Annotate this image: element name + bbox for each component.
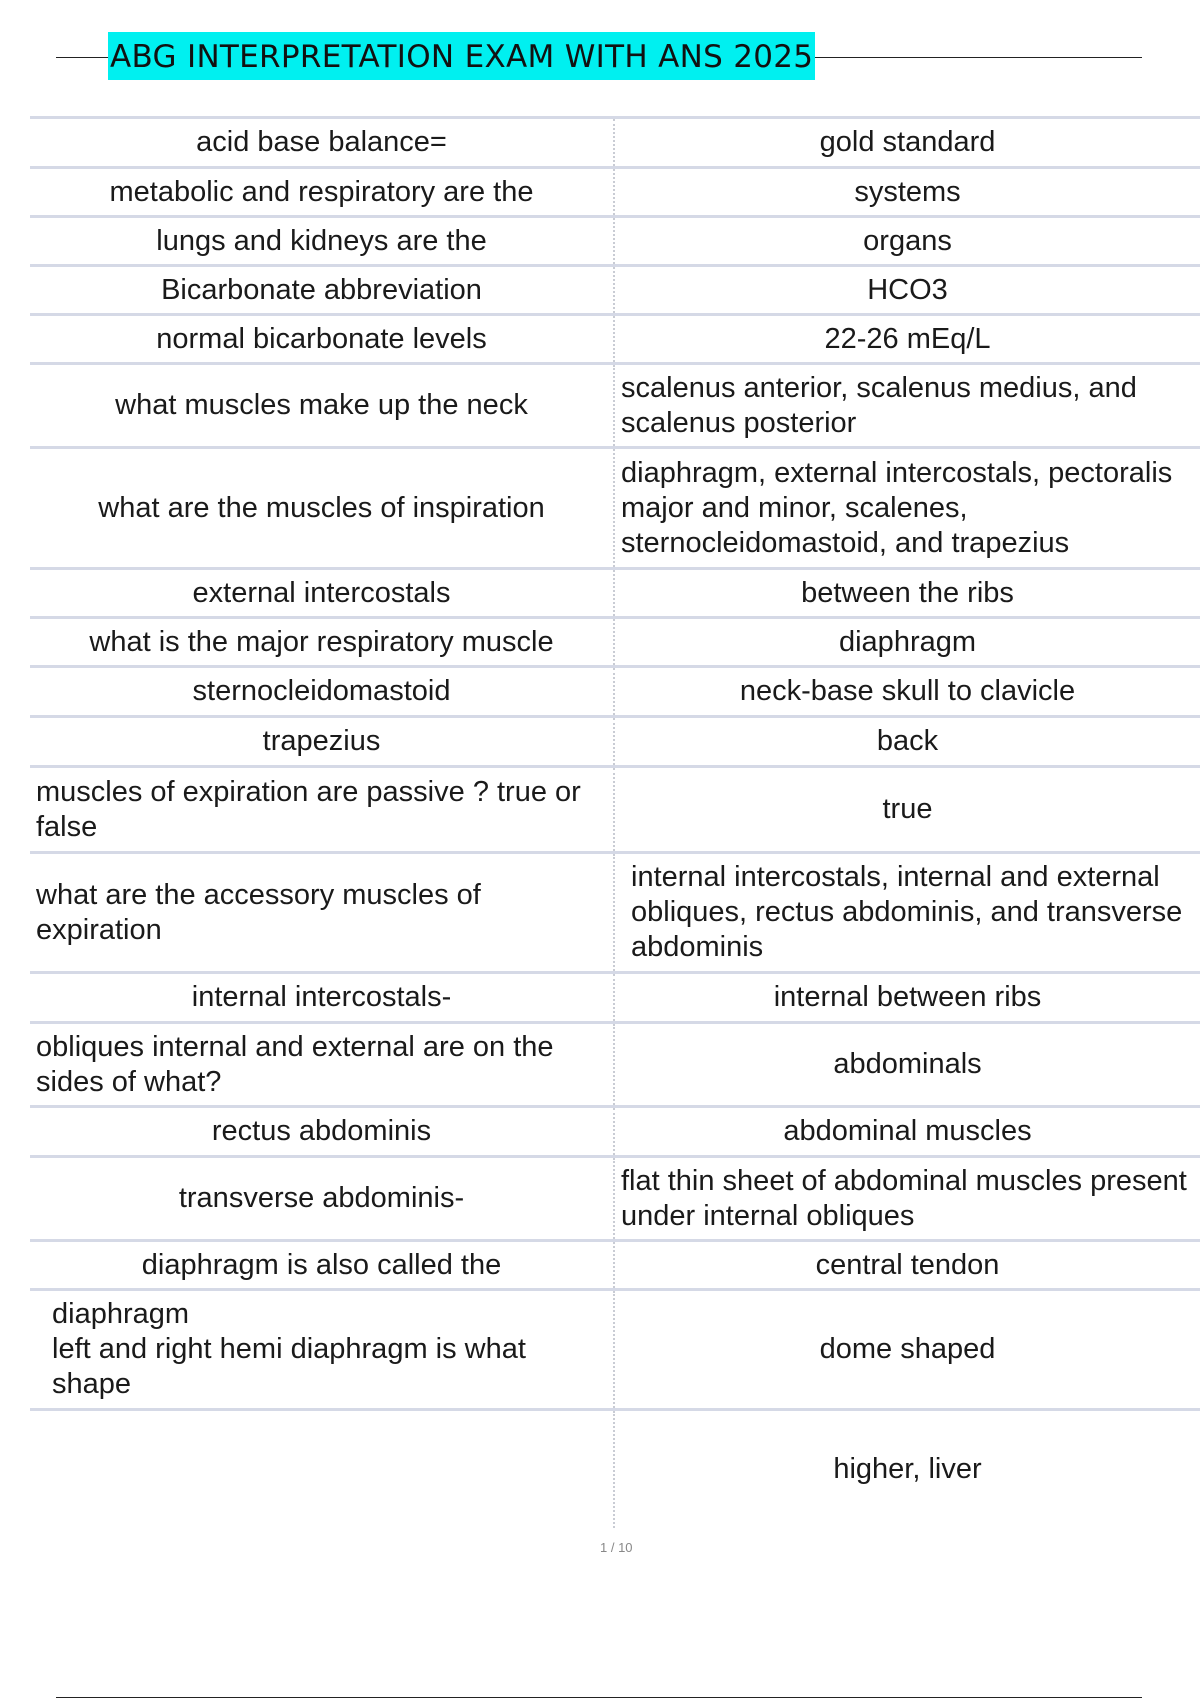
table-row bbox=[30, 853, 1200, 973]
table-row bbox=[30, 667, 1200, 717]
table-row bbox=[30, 973, 1200, 1023]
term-cell: external intercostals bbox=[30, 569, 614, 618]
term-cell: obliques internal and external are on the sides of what? bbox=[30, 1023, 614, 1107]
table-row bbox=[30, 217, 1200, 266]
document-title: ABG INTERPRETATION EXAM WITH ANS 2025 bbox=[108, 32, 815, 80]
table-row bbox=[30, 1410, 1200, 1528]
definition-cell: true bbox=[614, 767, 1200, 853]
document-header bbox=[56, 32, 1142, 84]
term-cell: lungs and kidneys are the bbox=[30, 217, 614, 266]
definition-cell: higher, liver bbox=[614, 1410, 1200, 1528]
term-cell bbox=[30, 1410, 614, 1528]
flashcard-table bbox=[30, 116, 1200, 1528]
page-number: 1 / 10 bbox=[600, 1540, 633, 1555]
term-cell: Bicarbonate abbreviation bbox=[30, 266, 614, 315]
table-row bbox=[30, 364, 1200, 448]
definition-cell: neck-base skull to clavicle bbox=[614, 667, 1200, 717]
definition-cell: abdominals bbox=[614, 1023, 1200, 1107]
definition-cell: back bbox=[614, 717, 1200, 767]
term-cell: diaphragm left and right hemi diaphragm is what shape bbox=[30, 1290, 614, 1410]
definition-cell: central tendon bbox=[614, 1241, 1200, 1290]
footer-rule bbox=[56, 1697, 1142, 1698]
term-cell: transverse abdominis- bbox=[30, 1157, 614, 1241]
table-row bbox=[30, 448, 1200, 569]
table-row bbox=[30, 717, 1200, 767]
table-row bbox=[30, 1023, 1200, 1107]
definition-cell: dome shaped bbox=[614, 1290, 1200, 1410]
table-row bbox=[30, 1290, 1200, 1410]
term-cell: muscles of expiration are passive ? true or false bbox=[30, 767, 614, 853]
table-row bbox=[30, 767, 1200, 853]
table-row bbox=[30, 569, 1200, 618]
term-cell: what is the major respiratory muscle bbox=[30, 618, 614, 667]
definition-cell: gold standard bbox=[614, 118, 1200, 168]
term-cell: internal intercostals- bbox=[30, 973, 614, 1023]
definition-cell: systems bbox=[614, 168, 1200, 217]
definition-cell: internal between ribs bbox=[614, 973, 1200, 1023]
definition-cell: diaphragm bbox=[614, 618, 1200, 667]
term-cell: what muscles make up the neck bbox=[30, 364, 614, 448]
definition-cell: between the ribs bbox=[614, 569, 1200, 618]
table-row bbox=[30, 168, 1200, 217]
term-cell: rectus abdominis bbox=[30, 1107, 614, 1157]
term-cell: what are the muscles of inspiration bbox=[30, 448, 614, 569]
term-cell: acid base balance= bbox=[30, 118, 614, 168]
definition-cell: organs bbox=[614, 217, 1200, 266]
term-cell: diaphragm is also called the bbox=[30, 1241, 614, 1290]
definition-cell: flat thin sheet of abdominal muscles present under internal obliques bbox=[614, 1157, 1200, 1241]
table-row bbox=[30, 118, 1200, 168]
definition-cell: diaphragm, external intercostals, pectoralis major and minor, scalenes, sternocleidomastoid, and trapezius bbox=[614, 448, 1200, 569]
term-cell: what are the accessory muscles of expiration bbox=[30, 853, 614, 973]
definition-cell: internal intercostals, internal and external obliques, rectus abdominis, and transverse abdominis bbox=[614, 853, 1200, 973]
table-row bbox=[30, 1107, 1200, 1157]
term-cell: sternocleidomastoid bbox=[30, 667, 614, 717]
table-row bbox=[30, 1157, 1200, 1241]
table-row bbox=[30, 315, 1200, 364]
definition-cell: scalenus anterior, scalenus medius, and scalenus posterior bbox=[614, 364, 1200, 448]
term-cell: normal bicarbonate levels bbox=[30, 315, 614, 364]
term-cell: metabolic and respiratory are the bbox=[30, 168, 614, 217]
table-row bbox=[30, 618, 1200, 667]
definition-cell: abdominal muscles bbox=[614, 1107, 1200, 1157]
definition-cell: 22-26 mEq/L bbox=[614, 315, 1200, 364]
term-cell: trapezius bbox=[30, 717, 614, 767]
definition-cell: HCO3 bbox=[614, 266, 1200, 315]
table-row bbox=[30, 1241, 1200, 1290]
table-row bbox=[30, 266, 1200, 315]
